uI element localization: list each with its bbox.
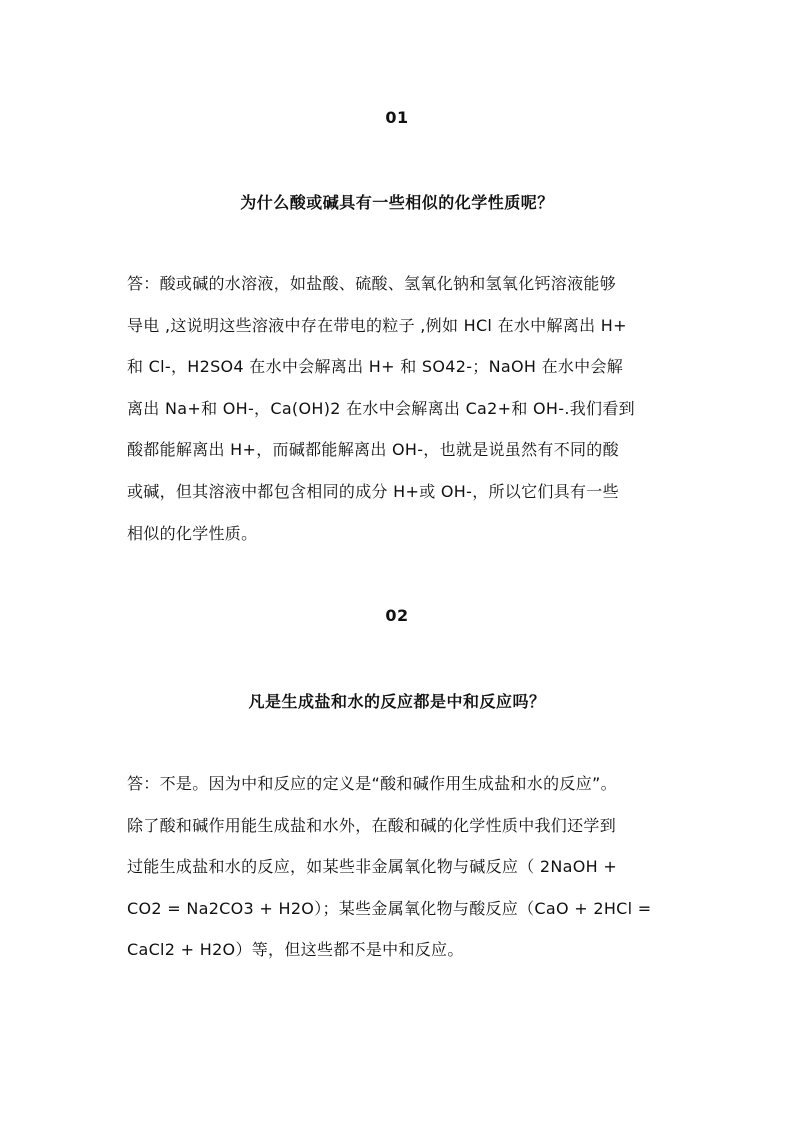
answer-line: 除了酸和碱作用能生成盐和水外，在酸和碱的化学性质中我们还学到: [127, 815, 617, 835]
section-number: 01: [385, 108, 409, 127]
answer-line: 和 Cl-，H2SO4 在水中会解离出 H+ 和 SO42-；NaOH 在水中会解: [127, 357, 624, 377]
answer-line: 酸都能解离出 H+，而碱都能解离出 OH-，也就是说虽然有不同的酸: [127, 440, 619, 460]
answer-line: 答：不是。因为中和反应的定义是“酸和碱作用生成盐和水的反应”。: [127, 774, 617, 793]
section-number: 02: [385, 606, 409, 625]
section-title: 为什么酸或碱具有一些相似的化学性质呢？: [240, 193, 554, 212]
answer-line: CO2 = Na2CO3 + H2O）；某些金属氧化物与酸反应（CaO + 2HCl =: [127, 898, 652, 918]
answer-line: 或碱，但其溶液中都包含相同的成分 H+或 OH-，所以它们具有一些: [127, 481, 619, 501]
answer-paragraph: [127, 263, 672, 554]
answer-line: 答：酸或碱的水溶液，如盐酸、硫酸、氢氧化钠和氢氧化钙溶液能够: [127, 274, 617, 293]
answer-line: 相似的化学性质。: [127, 523, 258, 543]
section-title: 凡是生成盐和水的反应都是中和反应吗？: [248, 692, 546, 711]
answer-paragraph: [127, 763, 672, 971]
answer-line: 离出 Na+和 OH-，Ca(OH)2 在水中会解离出 Ca2+和 OH-.我们看到: [127, 398, 635, 418]
answer-line: CaCl2 + H2O）等，但这些都不是中和反应。: [127, 940, 464, 960]
answer-line: 过能生成盐和水的反应，如某些非金属氧化物与碱反应（ 2NaOH +: [127, 857, 618, 877]
answer-line: 导电 ,这说明这些溶液中存在带电的粒子 ,例如 HCl 在水中解离出 H+: [127, 315, 627, 335]
